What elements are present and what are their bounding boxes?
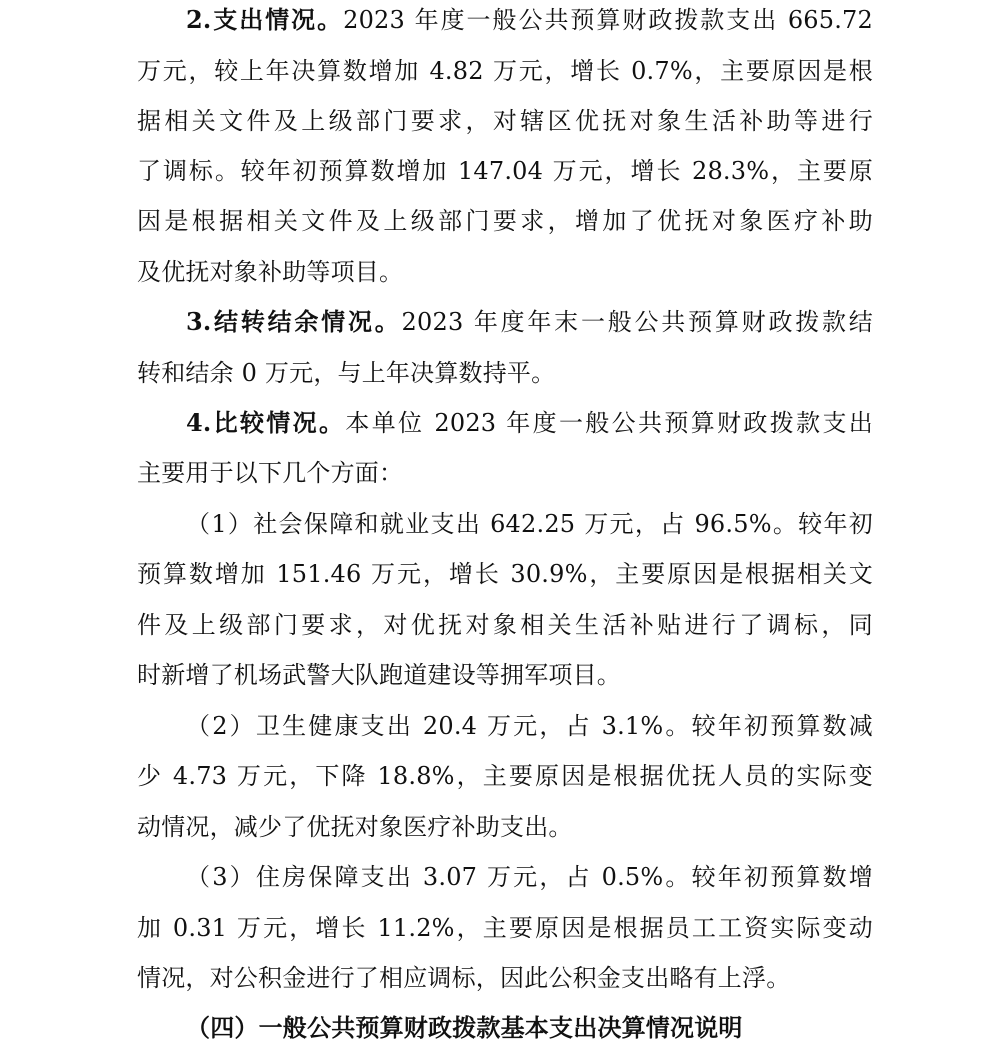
- paragraph-line: 情况，对公积金进行了相应调标，因此公积金支出略有上浮。: [137, 964, 791, 992]
- paragraph-line: 少 4.73 万元，下降 18.8%，主要原因是根据优抚人员的实际变: [137, 762, 873, 790]
- paragraph-line: （3）住房保障支出 3.07 万元，占 0.5%。较年初预算数增: [186, 863, 873, 891]
- section-4-heading: 4.比较情况。: [186, 408, 346, 437]
- paragraph-line: 主要用于以下几个方面：: [137, 459, 404, 487]
- paragraph-line: 万元，较上年决算数增加 4.82 万元，增长 0.7%，主要原因是根: [137, 57, 873, 85]
- paragraph-line: 据相关文件及上级部门要求，对辖区优抚对象生活补助等进行: [137, 107, 873, 135]
- paragraph-line: 转和结余 0 万元，与上年决算数持平。: [137, 359, 556, 387]
- paragraph-line: （2）卫生健康支出 20.4 万元，占 3.1%。较年初预算数减: [186, 712, 873, 740]
- paragraph-line: 因是根据相关文件及上级部门要求，增加了优抚对象医疗补助: [137, 207, 873, 235]
- section-four-heading: （四）一般公共预算财政拨款基本支出决算情况说明: [186, 1013, 743, 1042]
- section-2-heading: 2.支出情况。: [186, 5, 344, 34]
- paragraph-line: 件及上级部门要求，对优抚对象相关生活补贴进行了调标，同: [137, 611, 873, 639]
- section-3-heading: 3.结转结余情况。: [186, 307, 402, 336]
- paragraph-line: 时新增了机场武警大队跑道建设等拥军项目。: [137, 661, 621, 689]
- paragraph-line: 及优抚对象补助等项目。: [137, 258, 404, 286]
- paragraph-line: （1）社会保障和就业支出 642.25 万元，占 96.5%。较年初: [186, 510, 873, 538]
- section-3-text: 2023 年度年末一般公共预算财政拨款结: [401, 308, 873, 336]
- paragraph-line: 了调标。较年初预算数增加 147.04 万元，增长 28.3%，主要原: [137, 157, 873, 185]
- paragraph-line: 加 0.31 万元，增长 11.2%，主要原因是根据员工工资实际变动: [137, 914, 873, 942]
- paragraph-line: [186, 3, 873, 37]
- paragraph-line: 预算数增加 151.46 万元，增长 30.9%，主要原因是根据相关文: [137, 560, 873, 588]
- paragraph-line: [186, 305, 873, 339]
- paragraph-line: [186, 406, 873, 440]
- section-2-text: 2023 年度一般公共预算财政拨款支出 665.72: [343, 6, 873, 34]
- paragraph-line: 动情况，减少了优抚对象医疗补助支出。: [137, 813, 573, 841]
- section-4-text: 本单位 2023 年度一般公共预算财政拨款支出: [345, 409, 873, 437]
